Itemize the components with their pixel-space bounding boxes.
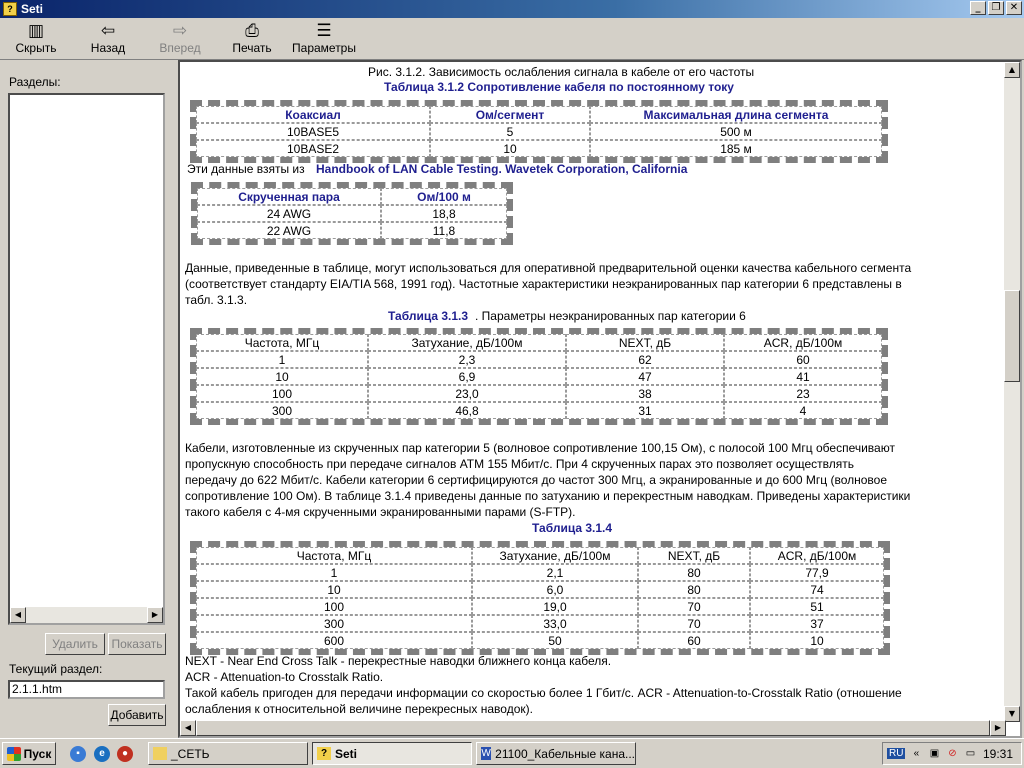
taskbar-item-seti[interactable] (312, 742, 472, 765)
paragraph-line: ACR - Attenuation-to Crosstalk Ratio. (185, 670, 384, 684)
table-cell: 6,9 (368, 368, 566, 385)
paragraph-line: Данные, приведенные в таблице, могут использоваться для оперативной предварительной оценки качества кабельного сегмента (185, 261, 912, 275)
table-cell: 60 (724, 351, 882, 368)
table-row (196, 598, 884, 615)
language-indicator[interactable]: RU (889, 748, 904, 759)
table-cell: 300 (196, 402, 368, 419)
hide-pane-icon: ▥ (27, 21, 45, 41)
table-cell: 70 (638, 598, 750, 615)
forward-button[interactable] (153, 18, 207, 55)
table-3-1-4-title: Таблица 3.1.4 (532, 521, 613, 535)
remove-button[interactable]: Удалить (45, 633, 105, 655)
clock[interactable]: 19:31 (982, 746, 1013, 761)
table-row (196, 564, 884, 581)
monitor-icon[interactable]: ▭ (965, 747, 976, 759)
forward-label: Вперед (159, 41, 201, 55)
forward-arrow-icon: ⇨ (172, 21, 188, 41)
source-link[interactable]: Handbook of LAN Cable Testing. Wavetek Corporation, California (316, 162, 688, 176)
table-cell: 41 (724, 368, 882, 385)
twisted-pair-table (191, 182, 513, 245)
source-prefix: Эти данные взяты из (187, 162, 305, 176)
table-cell: 19,0 (472, 598, 638, 615)
table-header-cell: Частота, МГц (196, 334, 368, 351)
current-section-label: Текущий раздел: (9, 662, 103, 676)
antivirus-icon[interactable]: ⊘ (948, 747, 957, 759)
paragraph-line: сопротивление 100 Ом). В таблице 3.1.4 приведены данные по затуханию и перекрестным наводкам. Приведены характеристики (185, 489, 911, 503)
table-row (196, 351, 882, 368)
table-cell: 1 (196, 351, 368, 368)
current-section-input[interactable]: 2.1.1.htm (8, 680, 165, 699)
close-button[interactable]: ✕ (1006, 1, 1022, 15)
content-pane (178, 60, 1022, 738)
options-icon: ☰ (316, 21, 332, 41)
table-cell: 10BASE2 (196, 140, 430, 157)
table-cell: 31 (566, 402, 724, 419)
table-header-cell: Скрученная пара (197, 188, 381, 205)
title-bar[interactable] (0, 0, 1024, 18)
folder-icon (153, 747, 167, 760)
table-cell: 33,0 (472, 615, 638, 632)
table-row (196, 140, 882, 157)
paragraph-line: Кабели, изготовленные из скрученных пар категории 5 (волновое сопротивление 100,15 Ом), с полосой 100 Мгц обеспечивают (185, 441, 895, 455)
taskbar (0, 738, 1024, 768)
table-3-1-3 (190, 328, 888, 425)
window-title: Seti (21, 2, 44, 16)
table-cell: 4 (724, 402, 882, 419)
figure-caption: Рис. 3.1.2. Зависимость ослабления сигнала в кабеле от его частоты (368, 65, 755, 79)
system-tray (882, 742, 1022, 765)
document (180, 62, 1006, 722)
table-row (196, 368, 882, 385)
content-vscrollbar[interactable] (1004, 62, 1020, 722)
task-label: _СЕТЬ (171, 746, 210, 761)
paragraph-line: Такой кабель пригоден для передачи информации со скоростью более 1 Гбит/с. ACR - Attenuation-to-Crosstalk Ratio (отношение (185, 686, 902, 700)
table-cell: 2,1 (472, 564, 638, 581)
options-button[interactable] (290, 18, 358, 55)
paragraph-line: передачу до 622 Мбит/с. Кабели категории 6 сертифицируются до частот 300 Мгц, а экранированные и до 600 Мгц (волновое (185, 473, 888, 487)
table-cell: 74 (750, 581, 884, 598)
table-row (196, 632, 884, 649)
print-button[interactable] (226, 18, 278, 55)
table-3-1-3-caption: . Параметры неэкранированных пар категории 6 (475, 309, 746, 323)
sections-hscrollbar[interactable] (10, 607, 163, 623)
table-cell: 6,0 (472, 581, 638, 598)
hide-button[interactable] (10, 18, 62, 55)
help-app-icon: ? (3, 2, 17, 16)
table-cell: 23,0 (368, 385, 566, 402)
paragraph-line: NEXT - Near End Cross Talk - перекрестные наводки ближнего конца кабеля. (185, 654, 612, 668)
paragraph-line: такого кабеля с 4-мя скрученными экранированными парами (S-FTP). (185, 505, 576, 519)
hide-label: Скрыть (15, 41, 57, 55)
table-cell: 80 (638, 581, 750, 598)
table-header-cell: NEXT, дБ (566, 334, 724, 351)
table-cell: 10BASE5 (196, 123, 430, 140)
table-cell: 11,8 (381, 222, 507, 239)
add-button[interactable]: Добавить (108, 704, 166, 726)
back-button[interactable] (84, 18, 132, 55)
table-header-cell: Ом/сегмент (430, 106, 590, 123)
table-row (196, 615, 884, 632)
table-row (197, 205, 507, 222)
table-cell: 5 (430, 123, 590, 140)
table-header-cell: Частота, МГц (196, 547, 472, 564)
table-cell: 80 (638, 564, 750, 581)
start-label: Пуск (23, 746, 52, 761)
sections-label: Разделы: (9, 75, 61, 89)
paragraph-line: (соответствует стандарту EIA/TIA 568, 1991 год). Частотные характеристики неэкранированных пар категории 6 представлены в (185, 277, 902, 291)
table-header-cell: Затухание, дБ/100м (472, 547, 638, 564)
table-cell: 500 м (590, 123, 882, 140)
table-header-cell: Ом/100 м (381, 188, 507, 205)
scroll-left-icon[interactable]: ◀ (180, 720, 196, 736)
chevron-left-icon[interactable]: « (913, 747, 920, 759)
show-button[interactable]: Показать (108, 633, 166, 655)
table-cell: 37 (750, 615, 884, 632)
scroll-up-icon[interactable]: ▲ (1004, 62, 1020, 78)
table-3-1-3-number: Таблица 3.1.3 (388, 309, 469, 323)
table-cell: 46,8 (368, 402, 566, 419)
table-header-cell: Максимальная длина сегмента (590, 106, 882, 123)
network-icon[interactable]: ▣ (929, 747, 940, 759)
table-cell: 185 м (590, 140, 882, 157)
desktop-icon[interactable]: ▪ (70, 746, 86, 762)
table-header-cell: ACR, дБ/100м (750, 547, 884, 564)
taskbar-item-word[interactable] (476, 742, 636, 765)
restore-button[interactable]: ❐ (988, 1, 1004, 15)
table-header-cell: Затухание, дБ/100м (368, 334, 566, 351)
windows-logo-icon (7, 747, 21, 761)
taskbar-item-folder[interactable] (148, 742, 308, 765)
scroll-left-icon[interactable]: ◀ (10, 607, 26, 623)
back-label: Назад (90, 41, 126, 55)
internet-explorer-icon[interactable]: e (94, 746, 110, 762)
table-header-cell: ACR, дБ/100м (724, 334, 882, 351)
paragraph-line: пропускную способность при передаче сигналов ATM 155 Мбит/с. При 4 скрученных парах это позволяет осуществлять (185, 457, 854, 471)
table-row (196, 385, 882, 402)
table-cell: 51 (750, 598, 884, 615)
scroll-down-icon[interactable]: ▼ (1004, 706, 1020, 722)
table-cell: 100 (196, 598, 472, 615)
table-cell: 23 (724, 385, 882, 402)
printer-icon: ⎙ (245, 21, 259, 41)
navigation-pane (0, 60, 176, 738)
table-cell: 600 (196, 632, 472, 649)
paragraph-line: ослабления к относительной величине перекресных наводок). (185, 702, 533, 716)
table-cell: 10 (196, 368, 368, 385)
table-row (197, 222, 507, 239)
table-cell: 10 (196, 581, 472, 598)
scroll-right-icon[interactable]: ▶ (990, 720, 1006, 736)
table-cell: 10 (430, 140, 590, 157)
table-cell: 50 (472, 632, 638, 649)
table-cell: 22 AWG (197, 222, 381, 239)
table-cell: 77,9 (750, 564, 884, 581)
table-cell: 60 (638, 632, 750, 649)
minimize-button[interactable]: _ (970, 1, 986, 15)
table-3-1-4 (190, 541, 890, 655)
help-app-icon: ? (317, 747, 331, 760)
content-hscrollbar[interactable] (180, 720, 1006, 736)
table-cell: 70 (638, 615, 750, 632)
table-3-1-2-title: Таблица 3.1.2 Сопротивление кабеля по постоянному току (384, 80, 734, 94)
table-cell: 100 (196, 385, 368, 402)
table-cell: 24 AWG (197, 205, 381, 222)
toolbar (0, 18, 1024, 60)
table-cell: 1 (196, 564, 472, 581)
table-cell: 38 (566, 385, 724, 402)
word-document-icon: W (481, 748, 491, 759)
table-cell: 2,3 (368, 351, 566, 368)
media-player-icon[interactable]: ● (117, 746, 133, 762)
task-label: 21100_Кабельные кана... (495, 746, 635, 761)
table-cell: 18,8 (381, 205, 507, 222)
scroll-right-icon[interactable]: ▶ (147, 607, 163, 623)
table-cell: 300 (196, 615, 472, 632)
table-cell: 47 (566, 368, 724, 385)
back-arrow-icon: ⇦ (100, 21, 116, 41)
print-label: Печать (232, 41, 272, 55)
table-row (196, 123, 882, 140)
table-cell: 62 (566, 351, 724, 368)
start-button[interactable] (2, 742, 56, 765)
table-row (196, 402, 882, 419)
task-label: Seti (335, 746, 358, 761)
table-row (196, 581, 884, 598)
vscroll-thumb[interactable] (1004, 290, 1020, 382)
hscroll-thumb[interactable] (196, 720, 990, 736)
options-label: Параметры (292, 41, 356, 55)
sections-list[interactable] (8, 93, 165, 625)
table-header-cell: Коаксиал (196, 106, 430, 123)
paragraph-line: табл. 3.1.3. (185, 293, 248, 307)
table-cell: 10 (750, 632, 884, 649)
table-3-1-2 (190, 100, 888, 163)
table-header-cell: NEXT, дБ (638, 547, 750, 564)
